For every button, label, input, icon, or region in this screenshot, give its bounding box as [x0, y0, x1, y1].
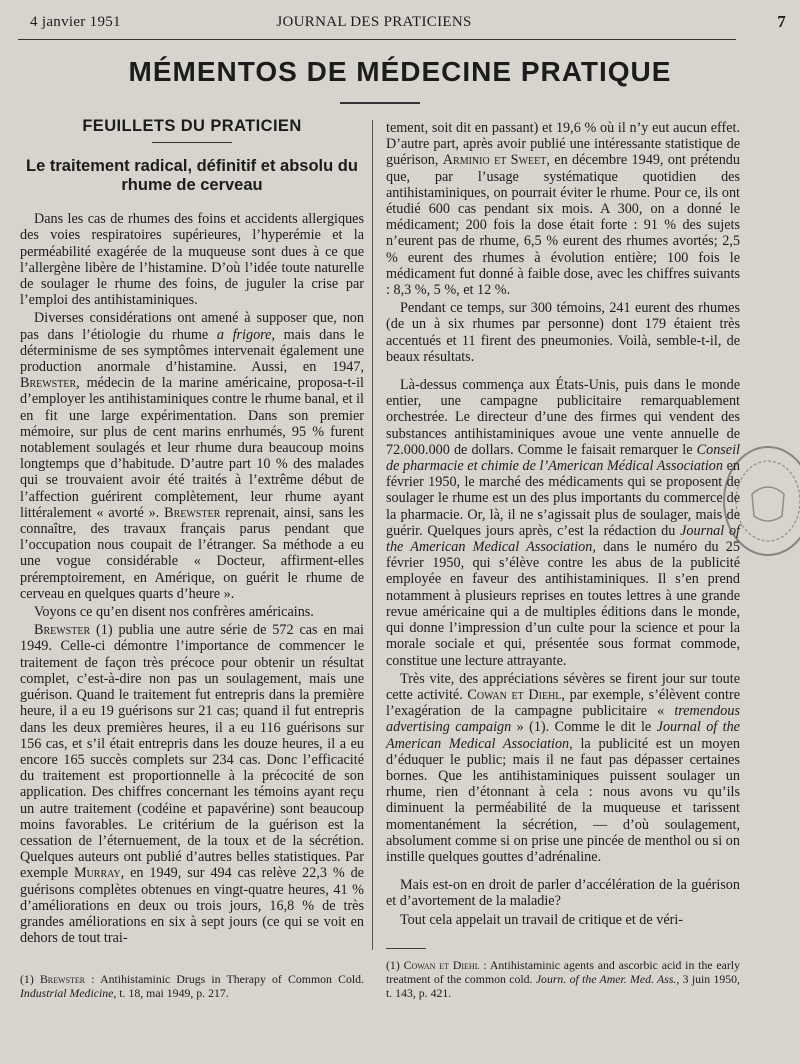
left-column — [20, 118, 364, 946]
main-title: MÉMENTOS DE MÉDECINE PRATIQUE — [128, 56, 672, 87]
footnote-text: : Antihistaminic agents and ascorbic acid in the early treatment of the common cold. — [386, 958, 740, 986]
footnote-text: , t. 18, mai 1949, p. 217. — [113, 986, 229, 1000]
running-head — [14, 12, 786, 32]
italic-term: a frigore — [216, 326, 272, 343]
footnote-text: : Antihistaminic Drugs in Therapy of Common Cold. — [85, 972, 364, 986]
paragraph — [20, 310, 364, 602]
footnote-marker: (1) — [20, 972, 40, 986]
paragraph-text: tement, soit dit en passant) et 19,6 % où il n’y eut aucun effet. D’autre part, après avoir publié une intéressante statistique de guérison, — [386, 120, 740, 169]
section-heading: FEUILLETS DU PRATICIEN — [82, 117, 302, 135]
footnote-rule — [386, 948, 426, 949]
italic-title: Journal of the American Medical Association — [386, 719, 740, 752]
paragraph — [386, 671, 740, 865]
paragraph-text: , médecin de la marine américaine, proposa-t-il d’employer les antihistaminiques contre le rhume banal, et il en fit une large expérimentation. Dans son premier mémoire, sur plus de cent marins enrhumés, 95 % furent notablement soulagés et leur rhume dura beaucoup moins longtemps que d’habitude. D’autre part 10 % des malades qui se trouvaient avoir été traités à l’extrême début de l’affection guérirent complètement, leur rhume ayant littéralement « avorté ». — [20, 375, 364, 521]
footnote-author: Brewster — [39, 972, 86, 986]
paragraph — [386, 377, 740, 669]
title-rule — [340, 102, 420, 104]
paragraph-text: reprenait, ainsi, sans les connaître, des travaux français parus pendant que l’occupation nous coupait de l’étranger. Sa méthode a eu une vogue considérable « Docteur, affirment-elles préremptoirement, en Amérique, on guérit le rhume de cerveau en quelques quarts d’heure ». — [20, 504, 365, 602]
right-column — [386, 120, 740, 928]
paragraph — [20, 604, 364, 620]
paragraph — [386, 877, 740, 909]
paragraph — [386, 120, 740, 298]
paragraph-text: , mais dans le déterminisme de ses symptômes intervenait également une production anormale d’histamine. Aussi, en 1947, — [20, 326, 364, 376]
paragraph-text: Mais est-on en droit de parler d’accélération de la guérison et d’avortement de la maladie? — [386, 877, 740, 910]
column-divider — [372, 120, 373, 950]
paragraph-text: Voyons ce qu’en disent nos confrères américains. — [34, 604, 314, 621]
paragraph-text: , dans le numéro du 25 février 1950, qui s’élève contre les abus de la publicité employée en faveur des antihistaminiques. Il s’en prend notamment à plusieurs reprises en toutes lettres à une grande revue américaine qui a de multiples éditions dans le monde, qui donne l’impression d’un culte pour la science et pour la morale sociale et qui, présentée sous format commode, constitue une lecture attrayante. — [386, 539, 740, 669]
header-date: 4 janvier 1951 — [30, 14, 121, 30]
footnote-author: Cowan et Diehl — [403, 958, 480, 972]
footnote-journal: Journ. of the Amer. Med. Ass. — [535, 972, 677, 986]
author-name: Cowan et Diehl — [467, 686, 562, 703]
paragraph — [386, 300, 740, 365]
header-page-number: 7 — [777, 12, 786, 31]
italic-quote: tremendous advertising campaign — [386, 703, 740, 736]
library-stamp-icon — [708, 436, 800, 566]
paragraph-text: Très vite, des appréciations sévères se firent jour sur toute cette activité. — [386, 670, 740, 703]
footnote-journal: Industrial Medicine — [20, 986, 114, 1000]
author-name: Brewster — [164, 504, 221, 521]
footnote-marker: (1) — [386, 958, 404, 972]
paragraph-text: » (1). Comme le dit le — [511, 719, 657, 736]
paragraph-text: en février 1950, le marché des médicaments qui se proposent de soulager le rhume est un des plus importants du commerce de la pharmacie. Or, là, il ne s’agissait plus de soulager, mais de guérir. Quelques jours après, c’est la rédaction du — [386, 458, 740, 539]
paragraph-text: Diverses considérations ont amené à supposer que, non pas dans l’étiologie du rhume — [20, 310, 364, 343]
author-name: Brewster — [34, 622, 91, 639]
header-journal-name: JOURNAL DES PRATICIENS — [276, 14, 472, 30]
paragraph-text: Dans les cas de rhumes des foins et accidents allergiques des voies respiratoires supérieures, l’hyperémie et la perméabilité exagérée de la muqueuse sont dues à ce que l’allergène libère de l’histamine. D’où l’idée toute naturelle de soulager le rhume des foins, de juguler la crise par l’emploi des antihistaminiques. — [20, 211, 364, 309]
paragraph-text: , par exemple, s’élèvent contre l’exagération de la campagne publicitaire « — [386, 686, 740, 720]
paragraph-text: , en 1949, sur 494 cas relève 22,3 % de guérisons complètes obtenues en vingt-quatre heures, 41 % d’améliorations en deux ou trois jours, 16,8 % de très grandes améliorations en six à sept jours (ce qui se voit en dehors de tout trai- — [20, 865, 364, 947]
paragraph-text: , la publicité est un moyen d’éduquer le public; mais il ne faut pas dépasser certaines bornes. Que les antihistaminiques puissent soulager un rhume, rien d’étonnant à cela : nous avons vu qu’ils diminuent la perméabilité de la muqueuse et tarissent momentanément la sécrétion, — d’où soulagement, absolument comme si on prise une pincée de menthol ou si on instille quelques gouttes d’adrénaline. — [386, 735, 740, 865]
footnote-text: , 3 juin 1950, t. 143, p. 421. — [386, 972, 741, 1000]
author-name: Brewster — [20, 375, 77, 392]
paragraph-text: , en décembre 1949, ont prétendu que, par l’usage systématique quotidien des antihistaminiques, on pourrait éviter le rhume. Pour ce, ils ont étudié 600 cas pendant six mois. A 300, on a donné le médicament; 200 fois la dose était forte : 91 % des sujets n’eurent pas de rhume, 6,5 % eurent des rhumes avortés; 2,5 % eurent des rhumes à évolution entière; 100 fois le médicament fut donné à faible dose, avec les chiffres suivants : 8,3 %, 5 %, et 12 %. — [386, 152, 740, 299]
author-name: Murray — [73, 865, 121, 882]
article-title: Le traitement radical, définitif et absolu du rhume de cerveau — [26, 157, 358, 195]
section-rule — [152, 142, 232, 143]
paragraph-text: Là-dessus commença aux États-Unis, puis dans le monde entier, une campagne publicitaire remarquablement orchestrée. Le directeur d’une des firmes qui vendent des substances antihistaminiques avoue une vente annuelle de 72.000.000 de dollars. Comme le faisait remarquer le — [386, 377, 740, 458]
paragraph-text: Tout cela appelait un travail de critique et de véri- — [400, 911, 684, 928]
italic-title: Journal of the American Medical Association — [386, 522, 740, 556]
paragraph-text: (1) publia une autre série de 572 cas en mai 1949. Celle-ci démontre l’importance de commencer le traitement de façon très précoce pour obtenir un résultat complet, c’est-à-dire non pas un soulagement, mais une guérison. Quand le traitement fut entrepris dans la première heure, il a eu 19 guérisons sur 21 cas; quand il fut entrepris dans les deux premières heures, il a eu 116 guérisons sur 156 cas, et s’il était entrepris dans les douze heures, il a eu encore 165 succès complets sur 234 cas. Donc l’efficacité du traitement est proportionnelle à la précocité de son application. Des chiffres concernant les témoins ayant reçu un autre traitement (codéine et papavérine) sont beaucoup moins favorables. Le critérium de la guérison est la cessation de l’éternuement, de la toux et de la sécrétion. Quelques auteurs ont publié d’autres belles statistiques. Par exemple — [20, 622, 364, 882]
paragraph — [20, 622, 364, 946]
footnote-right — [386, 958, 740, 1000]
author-name: Arminio et Sweet — [442, 152, 547, 169]
italic-title: Conseil de pharmacie et chimie de l’American Médical Association — [386, 441, 740, 475]
paragraph — [20, 211, 364, 308]
paragraph-text: Pendant ce temps, sur 300 témoins, 241 eurent des rhumes (de un à six rhumes par personne) dont 179 étaient très accentués et 11 firent des pneumonies. Voilà, semble-t-il, de beaux résultats. — [386, 300, 740, 365]
header-rule — [18, 39, 736, 40]
footnote-left — [20, 972, 364, 1000]
paragraph — [386, 912, 740, 928]
